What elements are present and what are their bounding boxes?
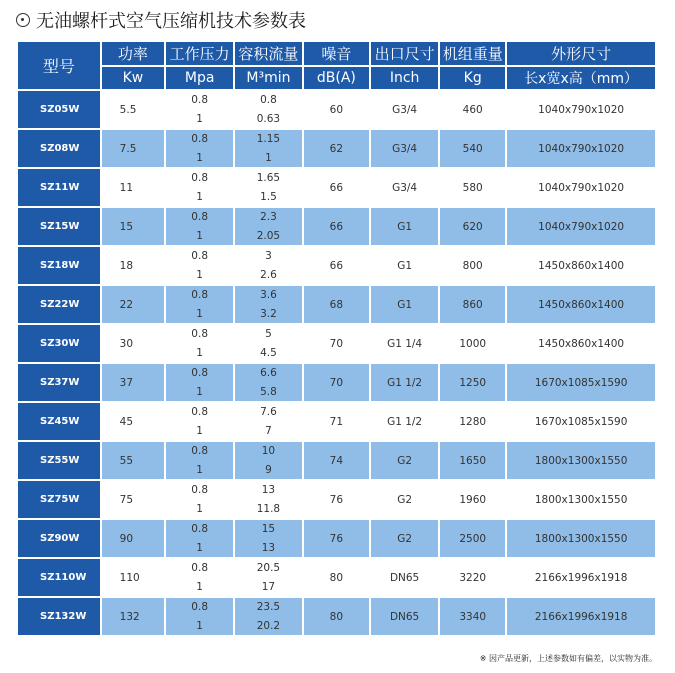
power-cell: 55 bbox=[102, 442, 164, 479]
model-cell: SZ18W bbox=[18, 247, 100, 284]
model-cell: SZ11W bbox=[18, 169, 100, 206]
flow-cell bbox=[235, 247, 301, 284]
noise-cell: 74 bbox=[304, 442, 369, 479]
flow-cell bbox=[235, 325, 301, 362]
header-pressure: 工作压力 bbox=[166, 42, 233, 65]
table-row bbox=[18, 403, 655, 440]
outlet-cell: G1 bbox=[371, 247, 438, 284]
table-row bbox=[18, 481, 655, 518]
model-cell: SZ132W bbox=[18, 598, 100, 635]
weight-cell: 3340 bbox=[440, 598, 505, 635]
flow-cell bbox=[235, 442, 301, 479]
pressure-cell-value: 1 bbox=[196, 580, 203, 593]
dims-cell: 1040x790x1020 bbox=[507, 91, 655, 128]
weight-cell: 800 bbox=[440, 247, 505, 284]
dims-cell: 1450x860x1400 bbox=[507, 286, 655, 323]
noise-cell: 76 bbox=[304, 520, 369, 557]
header-model: 型号 bbox=[18, 42, 100, 89]
model-cell: SZ55W bbox=[18, 442, 100, 479]
weight-cell: 1000 bbox=[440, 325, 505, 362]
weight-cell: 3220 bbox=[440, 559, 505, 596]
outlet-cell: G1 1/4 bbox=[371, 325, 438, 362]
model-cell: SZ90W bbox=[18, 520, 100, 557]
pressure-cell-value: 0.8 bbox=[191, 562, 208, 575]
power-cell: 18 bbox=[102, 247, 164, 284]
pressure-cell bbox=[166, 169, 233, 206]
flow-cell-value: 4.5 bbox=[260, 346, 277, 359]
flow-cell-value: 1.65 bbox=[256, 172, 281, 185]
power-cell: 7.5 bbox=[102, 130, 164, 167]
dims-cell: 1800x1300x1550 bbox=[507, 481, 655, 518]
pressure-cell-value: 0.8 bbox=[191, 601, 208, 614]
header-outlet: 出口尺寸 bbox=[371, 42, 438, 65]
pressure-cell-value: 1 bbox=[196, 229, 203, 242]
dims-cell: 1670x1085x1590 bbox=[507, 403, 655, 440]
outlet-cell: G1 bbox=[371, 208, 438, 245]
outlet-cell: G1 1/2 bbox=[371, 364, 438, 401]
header-weight: 机组重量 bbox=[440, 42, 505, 65]
power-cell: 132 bbox=[102, 598, 164, 635]
pressure-cell bbox=[166, 481, 233, 518]
pressure-cell bbox=[166, 247, 233, 284]
outlet-cell: DN65 bbox=[371, 598, 438, 635]
flow-cell-value: 23.5 bbox=[256, 601, 281, 614]
pressure-cell bbox=[166, 91, 233, 128]
pressure-cell-value: 0.8 bbox=[191, 133, 208, 146]
flow-cell-value: 20.5 bbox=[256, 562, 281, 575]
pressure-cell-value: 1 bbox=[196, 463, 203, 476]
flow-cell bbox=[235, 286, 301, 323]
pressure-cell-value: 0.8 bbox=[191, 328, 208, 341]
header-dims-unit: 长x宽x高（mm） bbox=[507, 67, 655, 89]
noise-cell: 71 bbox=[304, 403, 369, 440]
pressure-cell-value: 1 bbox=[196, 502, 203, 515]
flow-cell-value: 5 bbox=[265, 328, 272, 341]
dims-cell: 2166x1996x1918 bbox=[507, 559, 655, 596]
flow-cell-value: 6.6 bbox=[260, 367, 277, 380]
weight-cell: 540 bbox=[440, 130, 505, 167]
pressure-cell-value: 1 bbox=[196, 346, 203, 359]
power-cell: 11 bbox=[102, 169, 164, 206]
outlet-cell: G2 bbox=[371, 520, 438, 557]
pressure-cell bbox=[166, 208, 233, 245]
flow-cell bbox=[235, 364, 301, 401]
flow-cell-value: 7.6 bbox=[260, 406, 277, 419]
power-cell: 22 bbox=[102, 286, 164, 323]
flow-cell-value: 0.63 bbox=[256, 112, 281, 125]
power-cell: 110 bbox=[102, 559, 164, 596]
pressure-cell bbox=[166, 130, 233, 167]
flow-cell-value: 1 bbox=[265, 151, 272, 164]
noise-cell: 62 bbox=[304, 130, 369, 167]
pressure-cell-value: 1 bbox=[196, 268, 203, 281]
pressure-cell-value: 0.8 bbox=[191, 484, 208, 497]
power-cell: 30 bbox=[102, 325, 164, 362]
outlet-cell: G1 1/2 bbox=[371, 403, 438, 440]
power-cell: 37 bbox=[102, 364, 164, 401]
dims-cell: 1800x1300x1550 bbox=[507, 442, 655, 479]
header-flow: 容积流量 bbox=[235, 42, 301, 65]
header-power-unit: Kw bbox=[102, 67, 164, 89]
outlet-cell: G3/4 bbox=[371, 169, 438, 206]
pressure-cell bbox=[166, 559, 233, 596]
flow-cell bbox=[235, 481, 301, 518]
pressure-cell-value: 0.8 bbox=[191, 94, 208, 107]
pressure-cell-value: 0.8 bbox=[191, 250, 208, 263]
flow-cell-value: 9 bbox=[265, 463, 272, 476]
model-cell: SZ75W bbox=[18, 481, 100, 518]
outlet-cell: G2 bbox=[371, 481, 438, 518]
model-cell: SZ37W bbox=[18, 364, 100, 401]
noise-cell: 80 bbox=[304, 598, 369, 635]
pressure-cell-value: 1 bbox=[196, 190, 203, 203]
page-title bbox=[16, 6, 306, 34]
dims-cell: 1670x1085x1590 bbox=[507, 364, 655, 401]
flow-cell bbox=[235, 559, 301, 596]
header-outlet-unit: Inch bbox=[371, 67, 438, 89]
model-cell: SZ08W bbox=[18, 130, 100, 167]
flow-cell-value: 5.8 bbox=[260, 385, 277, 398]
noise-cell: 80 bbox=[304, 559, 369, 596]
table-row bbox=[18, 247, 655, 284]
flow-cell-value: 15 bbox=[261, 523, 276, 536]
flow-cell-value: 3.6 bbox=[260, 289, 277, 302]
weight-cell: 860 bbox=[440, 286, 505, 323]
noise-cell: 60 bbox=[304, 91, 369, 128]
pressure-cell bbox=[166, 403, 233, 440]
flow-cell-value: 1.5 bbox=[260, 190, 277, 203]
flow-cell bbox=[235, 208, 301, 245]
noise-cell: 66 bbox=[304, 247, 369, 284]
page-title-text: 无油螺杆式空气压缩机技术参数表 bbox=[36, 11, 306, 32]
pressure-cell-value: 0.8 bbox=[191, 211, 208, 224]
weight-cell: 460 bbox=[440, 91, 505, 128]
noise-cell: 70 bbox=[304, 325, 369, 362]
dims-cell: 1040x790x1020 bbox=[507, 130, 655, 167]
flow-cell bbox=[235, 91, 301, 128]
pressure-cell-value: 0.8 bbox=[191, 367, 208, 380]
flow-cell-value: 7 bbox=[265, 424, 272, 437]
outlet-cell: G3/4 bbox=[371, 130, 438, 167]
pressure-cell bbox=[166, 325, 233, 362]
outlet-cell: DN65 bbox=[371, 559, 438, 596]
header-dims: 外形尺寸 bbox=[507, 42, 655, 65]
table-row bbox=[18, 91, 655, 128]
flow-cell-value: 2.05 bbox=[256, 229, 281, 242]
model-cell: SZ22W bbox=[18, 286, 100, 323]
table-row bbox=[18, 169, 655, 206]
flow-cell-value: 13 bbox=[261, 541, 276, 554]
table-row bbox=[18, 520, 655, 557]
dims-cell: 1040x790x1020 bbox=[507, 208, 655, 245]
model-cell: SZ45W bbox=[18, 403, 100, 440]
pressure-cell bbox=[166, 520, 233, 557]
power-cell: 75 bbox=[102, 481, 164, 518]
spec-table bbox=[16, 40, 657, 637]
weight-cell: 1960 bbox=[440, 481, 505, 518]
pressure-cell-value: 1 bbox=[196, 112, 203, 125]
noise-cell: 66 bbox=[304, 169, 369, 206]
footnote: ※ 因产品更新，上述参数如有偏差，以实物为准。 bbox=[479, 654, 657, 663]
header-flow-unit: M³min bbox=[235, 67, 301, 89]
pressure-cell-value: 1 bbox=[196, 151, 203, 164]
table-row bbox=[18, 286, 655, 323]
power-cell: 15 bbox=[102, 208, 164, 245]
flow-cell bbox=[235, 169, 301, 206]
pressure-cell bbox=[166, 442, 233, 479]
header-weight-unit: Kg bbox=[440, 67, 505, 89]
noise-cell: 68 bbox=[304, 286, 369, 323]
pressure-cell-value: 0.8 bbox=[191, 445, 208, 458]
header-noise: 噪音 bbox=[304, 42, 369, 65]
weight-cell: 1280 bbox=[440, 403, 505, 440]
dims-cell: 1040x790x1020 bbox=[507, 169, 655, 206]
flow-cell bbox=[235, 403, 301, 440]
dims-cell: 1450x860x1400 bbox=[507, 325, 655, 362]
pressure-cell-value: 0.8 bbox=[191, 523, 208, 536]
table-row bbox=[18, 325, 655, 362]
model-cell: SZ30W bbox=[18, 325, 100, 362]
pressure-cell-value: 0.8 bbox=[191, 406, 208, 419]
pressure-cell bbox=[166, 364, 233, 401]
model-cell: SZ15W bbox=[18, 208, 100, 245]
outlet-cell: G2 bbox=[371, 442, 438, 479]
weight-cell: 2500 bbox=[440, 520, 505, 557]
dims-cell: 1800x1300x1550 bbox=[507, 520, 655, 557]
header-pressure-unit: Mpa bbox=[166, 67, 233, 89]
weight-cell: 1250 bbox=[440, 364, 505, 401]
flow-cell-value: 10 bbox=[261, 445, 276, 458]
table-row bbox=[18, 559, 655, 596]
pressure-cell-value: 1 bbox=[196, 619, 203, 632]
flow-cell bbox=[235, 520, 301, 557]
flow-cell-value: 13 bbox=[261, 484, 276, 497]
flow-cell-value: 2.6 bbox=[260, 268, 277, 281]
flow-cell-value: 3.2 bbox=[260, 307, 277, 320]
power-cell: 90 bbox=[102, 520, 164, 557]
table-row bbox=[18, 598, 655, 635]
noise-cell: 70 bbox=[304, 364, 369, 401]
model-cell: SZ05W bbox=[18, 91, 100, 128]
target-icon bbox=[16, 13, 30, 27]
table-row bbox=[18, 364, 655, 401]
flow-cell-value: 20.2 bbox=[256, 619, 281, 632]
outlet-cell: G1 bbox=[371, 286, 438, 323]
flow-cell-value: 0.8 bbox=[260, 94, 277, 107]
dims-cell: 2166x1996x1918 bbox=[507, 598, 655, 635]
weight-cell: 620 bbox=[440, 208, 505, 245]
flow-cell-value: 17 bbox=[261, 580, 276, 593]
flow-cell-value: 3 bbox=[265, 250, 272, 263]
flow-cell-value: 1.15 bbox=[256, 133, 281, 146]
flow-cell-value: 11.8 bbox=[256, 502, 281, 515]
pressure-cell-value: 0.8 bbox=[191, 172, 208, 185]
pressure-cell-value: 1 bbox=[196, 541, 203, 554]
pressure-cell-value: 1 bbox=[196, 424, 203, 437]
model-cell: SZ110W bbox=[18, 559, 100, 596]
pressure-cell bbox=[166, 286, 233, 323]
table-row bbox=[18, 442, 655, 479]
table-row bbox=[18, 208, 655, 245]
flow-cell bbox=[235, 130, 301, 167]
dims-cell: 1450x860x1400 bbox=[507, 247, 655, 284]
header-power: 功率 bbox=[102, 42, 164, 65]
pressure-cell-value: 1 bbox=[196, 385, 203, 398]
pressure-cell bbox=[166, 598, 233, 635]
outlet-cell: G3/4 bbox=[371, 91, 438, 128]
noise-cell: 76 bbox=[304, 481, 369, 518]
flow-cell-value: 2.3 bbox=[260, 211, 277, 224]
noise-cell: 66 bbox=[304, 208, 369, 245]
pressure-cell-value: 0.8 bbox=[191, 289, 208, 302]
weight-cell: 580 bbox=[440, 169, 505, 206]
power-cell: 5.5 bbox=[102, 91, 164, 128]
table-row bbox=[18, 130, 655, 167]
header-noise-unit: dB(A) bbox=[304, 67, 369, 89]
power-cell: 45 bbox=[102, 403, 164, 440]
pressure-cell-value: 1 bbox=[196, 307, 203, 320]
flow-cell bbox=[235, 598, 301, 635]
weight-cell: 1650 bbox=[440, 442, 505, 479]
